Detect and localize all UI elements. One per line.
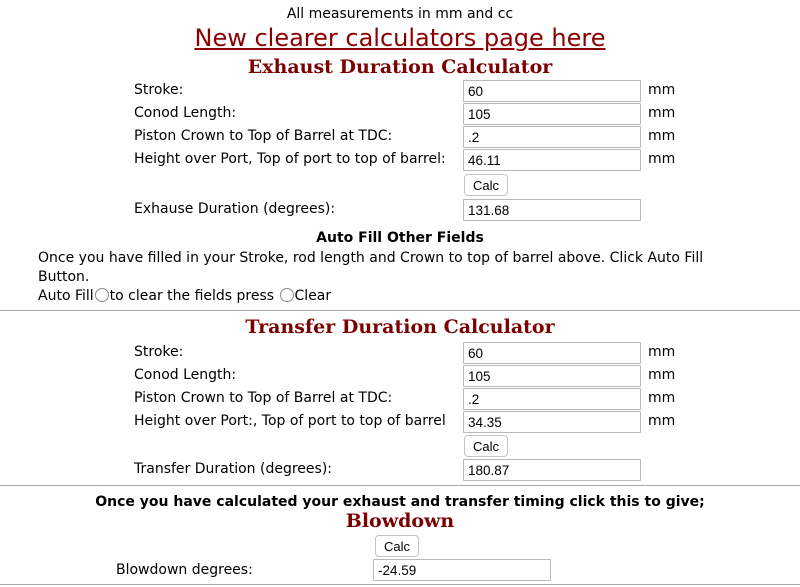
exhaust-title: Exhaust Duration Calculator xyxy=(247,56,553,78)
autofill-label: Auto Fill xyxy=(38,288,94,304)
transfer-conod-input[interactable] xyxy=(463,365,641,387)
clear-prefix-text: to clear the fields press xyxy=(109,288,275,304)
transfer-stroke-label: Stroke: xyxy=(134,344,184,360)
exhaust-port-label: Height over Port, Top of port to top of barrel: xyxy=(134,151,446,167)
blowdown-calc-button[interactable]: Calc xyxy=(375,535,419,557)
exhaust-crown-label: Piston Crown to Top of Barrel at TDC: xyxy=(134,128,393,144)
autofill-title: Auto Fill Other Fields xyxy=(316,230,484,246)
exhaust-crown-unit: mm xyxy=(648,128,676,144)
blowdown-title: Blowdown xyxy=(345,510,455,532)
transfer-conod-unit: mm xyxy=(648,367,676,383)
exhaust-crown-input[interactable] xyxy=(463,126,641,148)
transfer-port-input[interactable] xyxy=(463,411,641,433)
clear-radio[interactable] xyxy=(280,288,294,302)
exhaust-stroke-unit: mm xyxy=(648,82,676,98)
blowdown-result-output[interactable] xyxy=(373,559,551,581)
transfer-result-label: Transfer Duration (degrees): xyxy=(134,461,332,477)
autofill-instructions-2: Button. xyxy=(38,269,90,285)
exhaust-result-output[interactable] xyxy=(463,199,641,221)
transfer-crown-label: Piston Crown to Top of Barrel at TDC: xyxy=(134,390,393,406)
exhaust-conod-unit: mm xyxy=(648,105,676,121)
measurements-note: All measurements in mm and cc xyxy=(286,6,514,22)
blowdown-result-label: Blowdown degrees: xyxy=(116,562,253,578)
transfer-port-label: Height over Port:, Top of port to top of barrel xyxy=(134,413,446,429)
exhaust-calc-button[interactable]: Calc xyxy=(464,174,508,196)
transfer-result-output[interactable] xyxy=(463,459,641,481)
exhaust-port-unit: mm xyxy=(648,151,676,167)
blowdown-intro: Once you have calculated your exhaust and transfer timing click this to give; xyxy=(95,494,705,510)
transfer-stroke-unit: mm xyxy=(648,344,676,360)
transfer-stroke-input[interactable] xyxy=(463,342,641,364)
new-calculators-link[interactable]: New clearer calculators page here xyxy=(194,24,606,52)
transfer-crown-input[interactable] xyxy=(463,388,641,410)
autofill-row xyxy=(38,288,331,304)
autofill-instructions-1: Once you have filled in your Stroke, rod length and Crown to top of barrel above. Click Auto Fill xyxy=(38,250,704,266)
calculators-link-wrap xyxy=(0,24,800,52)
exhaust-conod-label: Conod Length: xyxy=(134,105,237,121)
exhaust-result-label: Exhause Duration (degrees): xyxy=(134,201,336,217)
transfer-title: Transfer Duration Calculator xyxy=(245,316,555,338)
transfer-calc-button[interactable]: Calc xyxy=(464,435,508,457)
clear-label: Clear xyxy=(294,288,332,304)
divider-3 xyxy=(0,584,800,585)
exhaust-stroke-label: Stroke: xyxy=(134,82,184,98)
transfer-conod-label: Conod Length: xyxy=(134,367,237,383)
exhaust-conod-input[interactable] xyxy=(463,103,641,125)
transfer-port-unit: mm xyxy=(648,413,676,429)
divider-1 xyxy=(0,310,800,311)
exhaust-port-input[interactable] xyxy=(463,149,641,171)
autofill-radio[interactable] xyxy=(95,288,109,302)
exhaust-stroke-input[interactable] xyxy=(463,80,641,102)
transfer-crown-unit: mm xyxy=(648,390,676,406)
divider-2 xyxy=(0,485,800,486)
